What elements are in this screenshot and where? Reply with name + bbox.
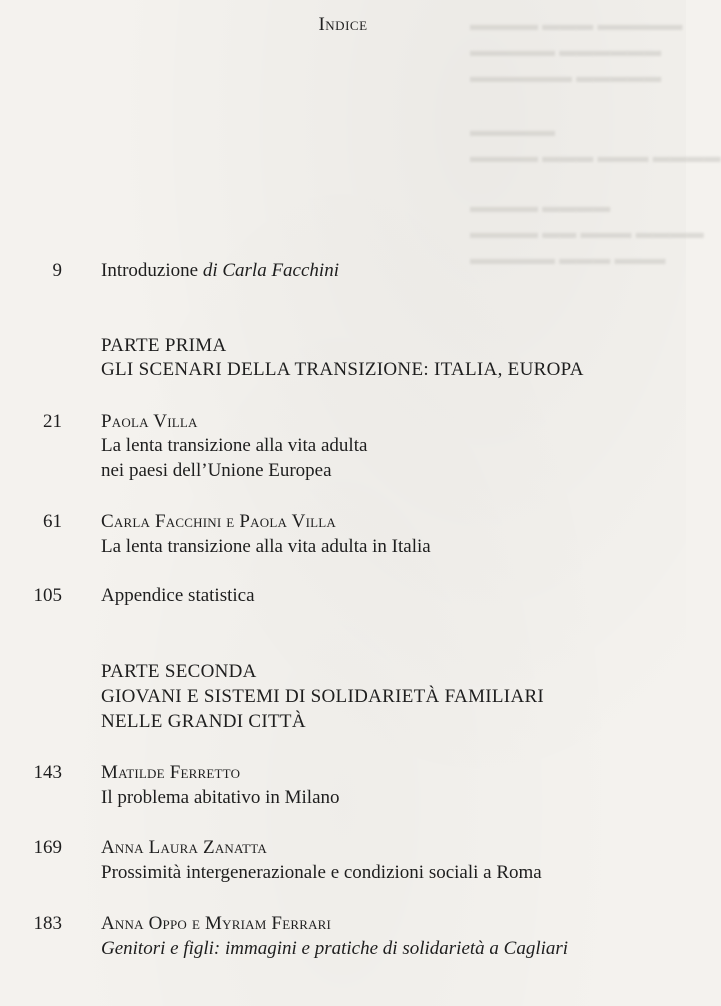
entry-author: Anna Laura Zanatta	[101, 837, 267, 858]
entry-text: Introduzione	[101, 260, 203, 281]
show-through-text: ▬▬▬▬ ▬▬▬ ▬▬▬▬▬	[470, 15, 683, 34]
entry-title: nei paesi dell’Unione Europea	[101, 460, 332, 481]
part-title: GLI SCENARI DELLA TRANSIZIONE: ITALIA, EUROPA	[101, 359, 584, 380]
page-title: Indice	[318, 14, 368, 35]
entry-author: Carla Facchini e Paola Villa	[101, 511, 336, 532]
entry-title	[101, 258, 339, 283]
show-through-text: ▬▬▬▬▬ ▬▬▬▬▬▬	[470, 41, 662, 60]
entry-author-italic: di Carla Facchini	[202, 260, 339, 281]
page-number: 183	[33, 913, 62, 934]
show-through-text: ▬▬▬▬ ▬▬▬▬	[470, 197, 611, 216]
show-through-text: ▬▬▬▬ ▬▬▬ ▬▬▬ ▬▬▬▬	[470, 147, 721, 166]
entry-title: Prossimità intergenerazionale e condizioni sociali a Roma	[101, 862, 542, 883]
show-through-text: ▬▬▬▬▬ ▬▬▬ ▬▬▬	[470, 249, 666, 268]
part-label: PARTE SECONDA	[101, 661, 257, 682]
entry-title: Il problema abitativo in Milano	[101, 787, 340, 808]
page-number: 61	[43, 511, 62, 532]
page-number: 105	[33, 585, 62, 606]
show-through-text: ▬▬▬▬ ▬▬ ▬▬▬ ▬▬▬▬	[470, 223, 704, 242]
entry-title: La lenta transizione alla vita adulta in Italia	[101, 536, 431, 557]
page-number: 143	[33, 762, 62, 783]
entry-author: Anna Oppo e Myriam Ferrari	[101, 913, 332, 934]
entry-author: Paola Villa	[101, 411, 198, 432]
part-title: NELLE GRANDI CITTÀ	[101, 711, 306, 732]
page-number: 21	[43, 411, 62, 432]
show-through-text: ▬▬▬▬▬▬ ▬▬▬▬▬	[470, 67, 662, 86]
show-through-text: ▬▬▬▬▬	[470, 121, 555, 140]
part-label: PARTE PRIMA	[101, 335, 227, 356]
entry-title: La lenta transizione alla vita adulta	[101, 435, 368, 456]
page-number: 9	[52, 260, 62, 281]
entry-title: Genitori e figli: immagini e pratiche di solidarietà a Cagliari	[101, 938, 569, 959]
entry-author: Matilde Ferretto	[101, 762, 241, 783]
page-number: 169	[33, 837, 62, 858]
part-title: GIOVANI E SISTEMI DI SOLIDARIETÀ FAMILIARI	[101, 686, 545, 707]
entry-title: Appendice statistica	[101, 585, 255, 606]
